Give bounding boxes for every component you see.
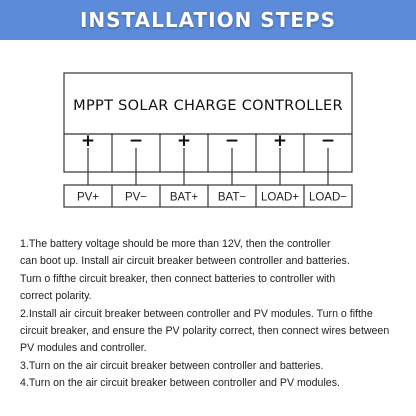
instruction-line: 2.Install air circuit breaker between controller and PV modules. Turn o fifthe xyxy=(20,307,373,320)
instruction-line: Turn o fifthe circuit breaker, then connect batteries to controller with xyxy=(20,272,336,285)
terminal-sign: − xyxy=(224,131,240,151)
instruction-line: PV modules and controller. xyxy=(20,342,147,355)
instructions-text xyxy=(20,236,412,393)
terminal-label: PV− xyxy=(124,191,148,204)
instruction-line: 3.Turn on the air circuit breaker between controller and batteries. xyxy=(20,359,324,372)
controller-title: MPPT SOLAR CHARGE CONTROLLER xyxy=(73,98,343,114)
terminal-sign: − xyxy=(128,131,144,151)
terminal-sign: − xyxy=(320,131,336,151)
header-banner xyxy=(0,0,416,40)
terminal-label: BAT− xyxy=(217,191,247,204)
terminal-group xyxy=(64,131,352,207)
terminal-sign: + xyxy=(176,131,192,151)
wiring-diagram xyxy=(0,40,416,212)
instruction-line: can boot up. Install air circuit breaker between controller and batteries. xyxy=(20,255,350,268)
terminal-sign: + xyxy=(272,131,288,151)
terminal-label: LOAD+ xyxy=(260,191,300,204)
instruction-line: correct polarity. xyxy=(20,290,92,303)
terminal-label: PV+ xyxy=(76,191,100,204)
terminal-label: LOAD− xyxy=(308,191,348,204)
instruction-line: 4.Turn on the air circuit breaker between controller and PV modules. xyxy=(20,377,340,390)
instruction-line: circuit breaker, and ensure the PV polarity correct, then connect wires between xyxy=(20,325,390,338)
banner-title: INSTALLATION STEPS xyxy=(79,8,337,32)
terminal-label: BAT+ xyxy=(169,191,199,204)
instruction-line: 1.The battery voltage should be more than 12V, then the controller xyxy=(20,238,331,250)
terminal-sign: + xyxy=(80,131,96,151)
